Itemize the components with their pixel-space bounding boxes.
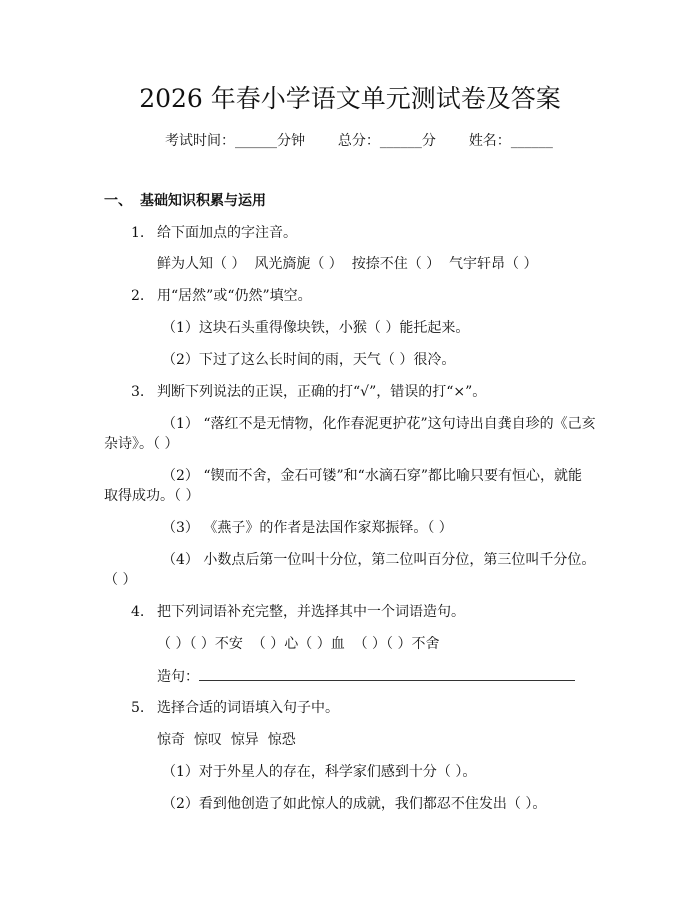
q4-sentence-label: 造句： bbox=[157, 669, 199, 685]
q3-statement-1b: 杂诗》。（ ） bbox=[104, 436, 179, 452]
q5-number: 5. bbox=[131, 700, 145, 716]
q4-items: （ ）（ ）不安 （ ）心（ ）血 （ ）（ ）不舍 bbox=[157, 636, 440, 652]
q5-text: 选择合适的词语填入句子中。 bbox=[157, 700, 339, 716]
score-label: 总分： bbox=[337, 133, 380, 149]
q3-statement-1a: （1） “落红不是无情物，化作春泥更护花”这句诗出自龚自珍的《己亥 bbox=[162, 416, 596, 432]
q2-sentence-1: （1）这块石头重得像块铁，小猴（ ）能托起来。 bbox=[162, 320, 470, 336]
q4-number: 4. bbox=[131, 604, 145, 620]
q5-options: 惊奇 惊叹 惊异 惊恐 bbox=[157, 732, 296, 748]
score-unit: 分 bbox=[421, 133, 436, 149]
q3-statement-4a: （4） 小数点后第一位叫十分位，第二位叫百分位，第三位叫千分位。 bbox=[162, 552, 596, 568]
q5-sentence-1: （1）对于外星人的存在，科学家们感到十分（ ）。 bbox=[162, 764, 477, 780]
q3-text: 判断下列说法的正误，正确的打“√”，错误的打“×”。 bbox=[157, 384, 487, 400]
q2-sentence-2: （2）下过了这么长时间的雨，天气（ ）很冷。 bbox=[162, 352, 456, 368]
q3-statement-2a: （2） “锲而不舍，金石可镂”和“水滴石穿”都比喻只要有恒心，就能 bbox=[162, 468, 582, 484]
time-label: 考试时间： bbox=[165, 133, 235, 149]
name-label: 姓名： bbox=[468, 133, 511, 149]
q2-text: 用“居然”或“仍然”填空。 bbox=[157, 288, 312, 304]
page-title: 2026 年春小学语文单元测试卷及答案 bbox=[139, 84, 561, 113]
time-blank: ______ bbox=[235, 133, 277, 149]
q5-sentence-2: （2）看到他创造了如此惊人的成就，我们都忍不住发出（ ）。 bbox=[162, 796, 547, 812]
q4-sentence-line[interactable] bbox=[199, 666, 575, 681]
q3-number: 3. bbox=[131, 384, 145, 400]
q4-text: 把下列词语补充完整，并选择其中一个词语造句。 bbox=[157, 604, 465, 620]
time-unit: 分钟 bbox=[277, 133, 305, 149]
q3-statement-3: （3） 《燕子》的作者是法国作家郑振铎。（ ） bbox=[162, 520, 453, 536]
q1-items: 鲜为人知（ ） 风光旖旎（ ） 按捺不住（ ） 气宇轩昂（ ） bbox=[157, 256, 538, 272]
q3-statement-4b: （ ） bbox=[104, 572, 137, 588]
q1-text: 给下面加点的字注音。 bbox=[157, 225, 297, 241]
q1-number: 1. bbox=[131, 225, 145, 241]
section-title: 基础知识积累与运用 bbox=[140, 193, 266, 209]
q4-sentence-row bbox=[157, 666, 575, 687]
q2-number: 2. bbox=[131, 288, 145, 304]
name-blank: ______ bbox=[510, 133, 553, 149]
q3-statement-2b: 取得成功。（ ） bbox=[104, 488, 200, 504]
section-number: 一、 bbox=[104, 193, 132, 209]
score-blank: ______ bbox=[379, 133, 422, 149]
exam-info-line bbox=[165, 131, 553, 151]
